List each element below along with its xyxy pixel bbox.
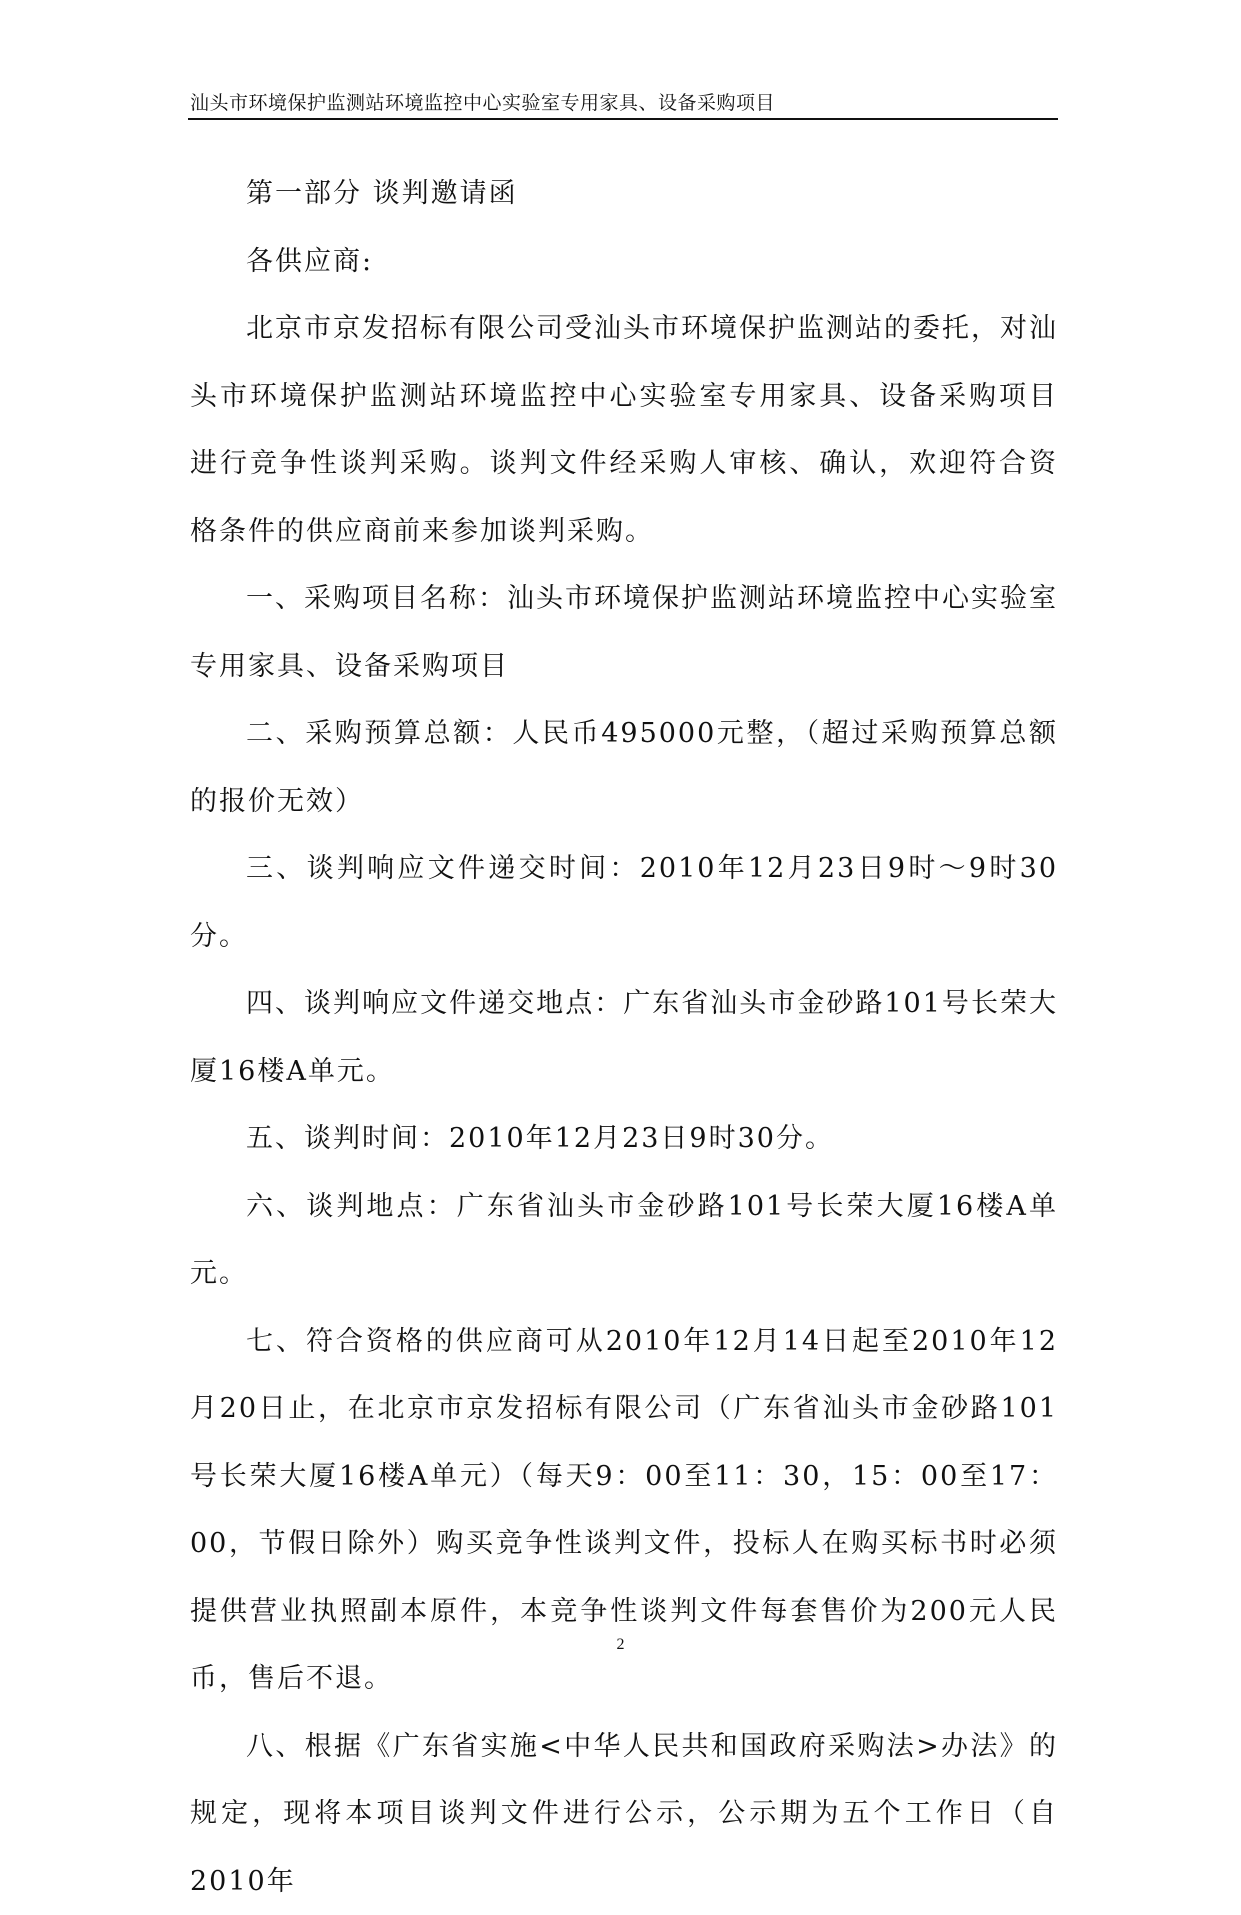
- paragraph-item-1: 一、采购项目名称：汕头市环境保护监测站环境监控中心实验室专用家具、设备采购项目: [190, 565, 1058, 700]
- paragraph-item-3: 三、谈判响应文件递交时间：2010年12月23日9时～9时30分。: [190, 835, 1058, 970]
- paragraph-item-6: 六、谈判地点：广东省汕头市金砂路101号长荣大厦16楼A单元。: [190, 1173, 1058, 1308]
- page-header: [188, 86, 1058, 120]
- paragraph-intro: 北京市京发招标有限公司受汕头市环境保护监测站的委托，对汕头市环境保护监测站环境监控中心实验室专用家具、设备采购项目进行竞争性谈判采购。谈判文件经采购人审核、确认，欢迎符合资格条件的供应商前来参加谈判采购。: [190, 295, 1058, 565]
- paragraph-item-7: 七、符合资格的供应商可从2010年12月14日起至2010年12月20日止，在北京市京发招标有限公司（广东省汕头市金砂路101号长荣大厦16楼A单元）（每天9：00至11：30，15：00至17：00，节假日除外）购买竞争性谈判文件，投标人在购买标书时必须提供营业执照副本原件，本竞争性谈判文件每套售价为200元人民币，售后不退。: [190, 1308, 1058, 1713]
- paragraph-item-5: 五、谈判时间：2010年12月23日9时30分。: [190, 1105, 1058, 1173]
- page-number: 2: [0, 1636, 1241, 1654]
- salutation: 各供应商:: [190, 228, 1058, 296]
- paragraph-item-2: 二、采购预算总额：人民币495000元整，（超过采购预算总额的报价无效）: [190, 700, 1058, 835]
- header-title: 汕头市环境保护监测站环境监控中心实验室专用家具、设备采购项目: [190, 88, 775, 115]
- paragraph-item-8: 八、根据《广东省实施<中华人民共和国政府采购法>办法》的规定，现将本项目谈判文件进行公示，公示期为五个工作日（自2010年: [190, 1713, 1058, 1915]
- paragraph-item-4: 四、谈判响应文件递交地点：广东省汕头市金砂路101号长荣大厦16楼A单元。: [190, 970, 1058, 1105]
- section-title: 第一部分 谈判邀请函: [190, 160, 1058, 228]
